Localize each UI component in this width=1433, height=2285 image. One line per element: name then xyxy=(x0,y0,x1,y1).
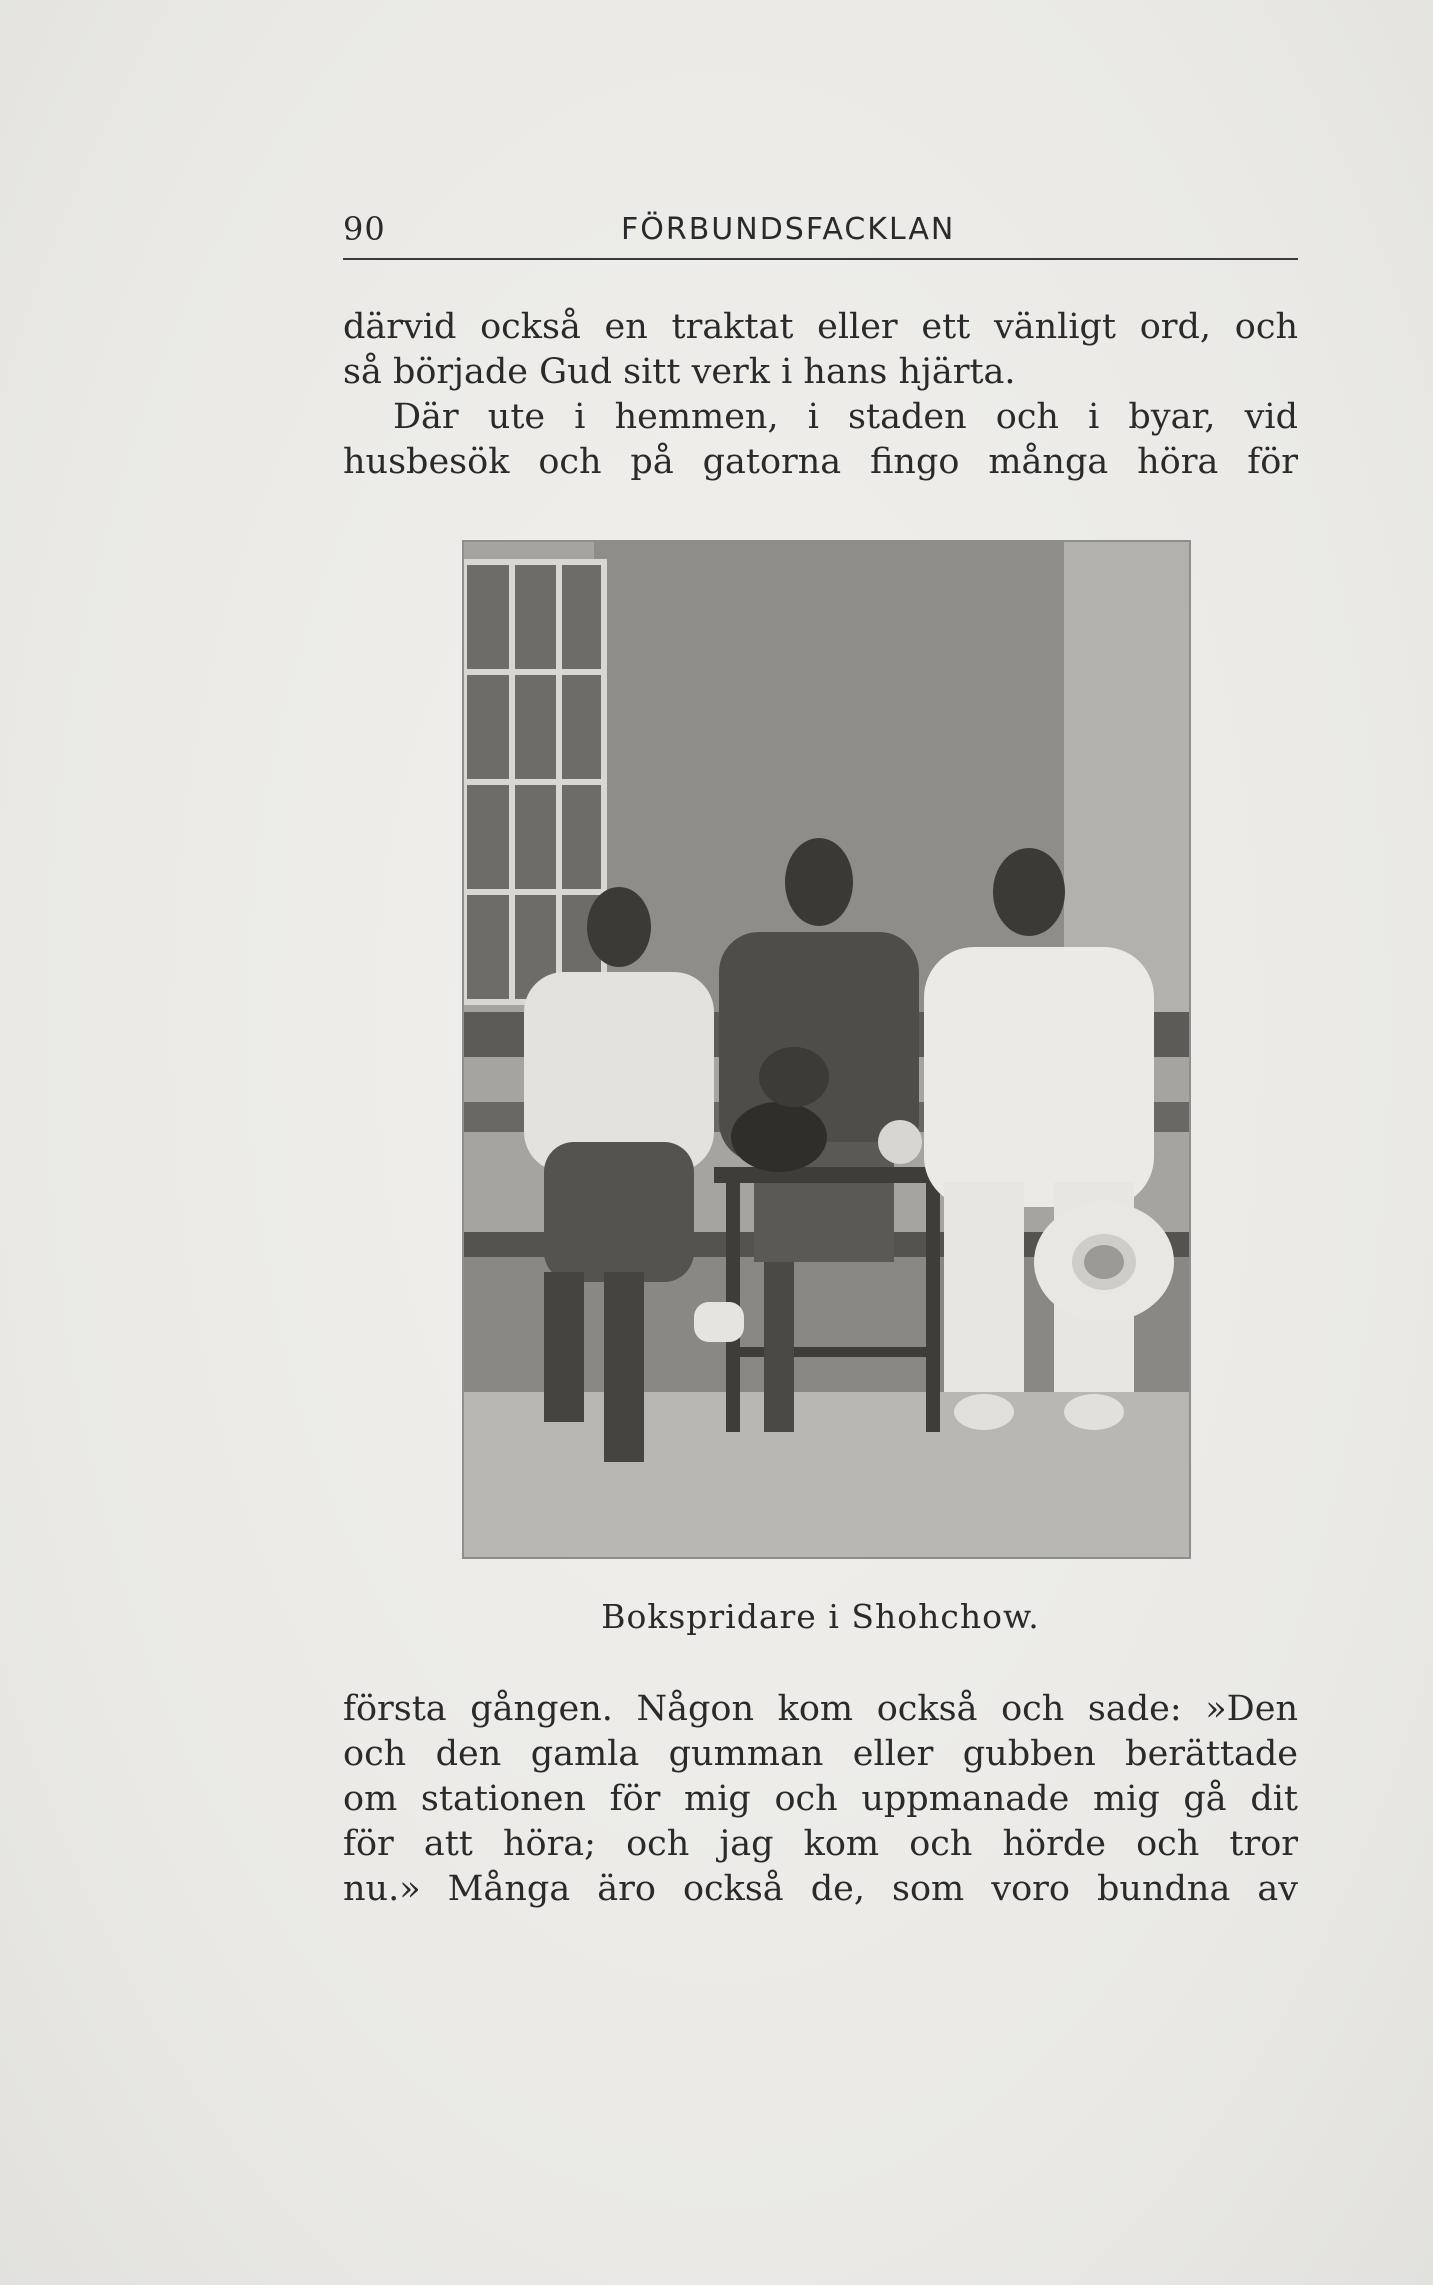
page-number: 90 xyxy=(343,210,386,248)
running-head xyxy=(343,208,1298,260)
text-line: nu.» Många äro också de, som voro bundna av xyxy=(343,1869,1298,1909)
photograph-three-men-seated xyxy=(462,540,1191,1559)
photo-caption: Bokspridare i Shohchow. xyxy=(601,1597,1040,1636)
text-line: och den gamla gumman eller gubben berättade xyxy=(343,1734,1298,1774)
journal-title: FÖRBUNDSFACKLAN xyxy=(621,212,956,247)
text-line: husbesök och på gatorna fingo många höra för xyxy=(343,442,1298,482)
text-line: för att höra; och jag kom och hörde och tror xyxy=(343,1824,1298,1864)
photo-illustration xyxy=(464,542,1189,1557)
body-text-bottom xyxy=(343,1687,1298,1912)
text-line: därvid också en traktat eller ett vänligt ord, och xyxy=(343,307,1298,347)
text-line: Där ute i hemmen, i staden och i byar, vid xyxy=(393,397,1298,437)
text-line: om stationen för mig och uppmanade mig gå dit xyxy=(343,1779,1298,1819)
text-line: så började Gud sitt verk i hans hjärta. xyxy=(343,352,1016,392)
body-text-top xyxy=(343,305,1298,485)
text-line: första gången. Någon kom också och sade: »Den xyxy=(343,1689,1298,1729)
